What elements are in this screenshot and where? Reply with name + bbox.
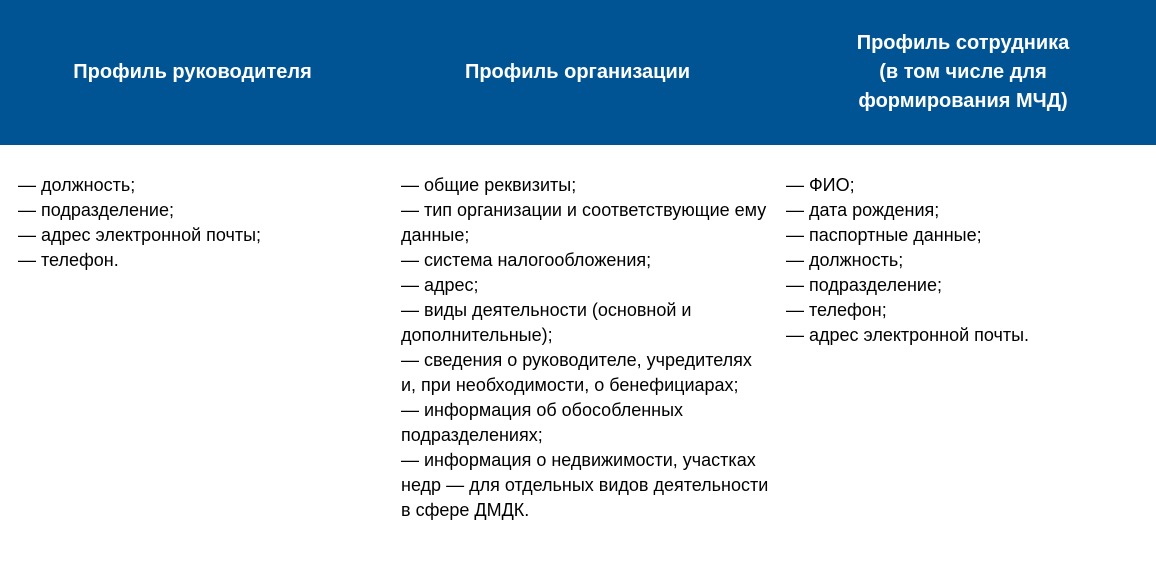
list-item: — адрес электронной почты;	[18, 225, 262, 245]
list-item: — адрес электронной почты.	[786, 325, 1030, 345]
manager-profile-items	[18, 173, 378, 273]
manager-profile-list	[18, 173, 378, 273]
list-item: — телефон;	[786, 300, 887, 320]
list-item: — сведения о руководителе, учредителях и, при необходимости, о бенефициарах;	[401, 350, 752, 395]
employee-profile-list	[786, 173, 1146, 348]
organization-profile-items	[401, 173, 771, 523]
list-item: — телефон.	[18, 250, 119, 270]
header-title-manager-profile	[73, 58, 311, 87]
list-item: — общие реквизиты;	[401, 175, 577, 195]
list-item: — дата рождения;	[786, 200, 940, 220]
header-cell-manager-profile	[0, 0, 385, 145]
list-item: — должность;	[18, 175, 136, 195]
list-item: — подразделение;	[18, 200, 174, 220]
table-header	[0, 0, 1156, 145]
header-title-employee-profile	[857, 29, 1070, 116]
header-cell-employee-profile	[770, 0, 1156, 145]
header-line: Профиль сотрудника	[856, 32, 1070, 54]
employee-profile-items	[786, 173, 1146, 348]
list-item: — ФИО;	[786, 175, 855, 195]
header-line: (в том числе для	[879, 61, 1047, 83]
list-item: — информация об обособленных подразделениях;	[401, 400, 684, 445]
header-line: Профиль организации	[464, 61, 691, 83]
list-item: — система налогообложения;	[401, 250, 652, 270]
list-item: — должность;	[786, 250, 904, 270]
header-cell-organization-profile	[385, 0, 770, 145]
list-item: — информация о недвижимости, участках недр — для отдельных видов деятельности в сфере ДМДК.	[401, 450, 769, 520]
header-line: Профиль руководителя	[73, 61, 312, 83]
header-line: формирования МЧД)	[858, 90, 1068, 112]
list-item: — адрес;	[401, 275, 479, 295]
list-item: — паспортные данные;	[786, 225, 982, 245]
list-item: — виды деятельности (основной и дополнительные);	[401, 300, 692, 345]
organization-profile-list	[401, 173, 771, 523]
list-item: — подразделение;	[786, 275, 942, 295]
list-item: — тип организации и соответствующие ему данные;	[401, 200, 767, 245]
header-title-organization-profile	[465, 58, 690, 87]
